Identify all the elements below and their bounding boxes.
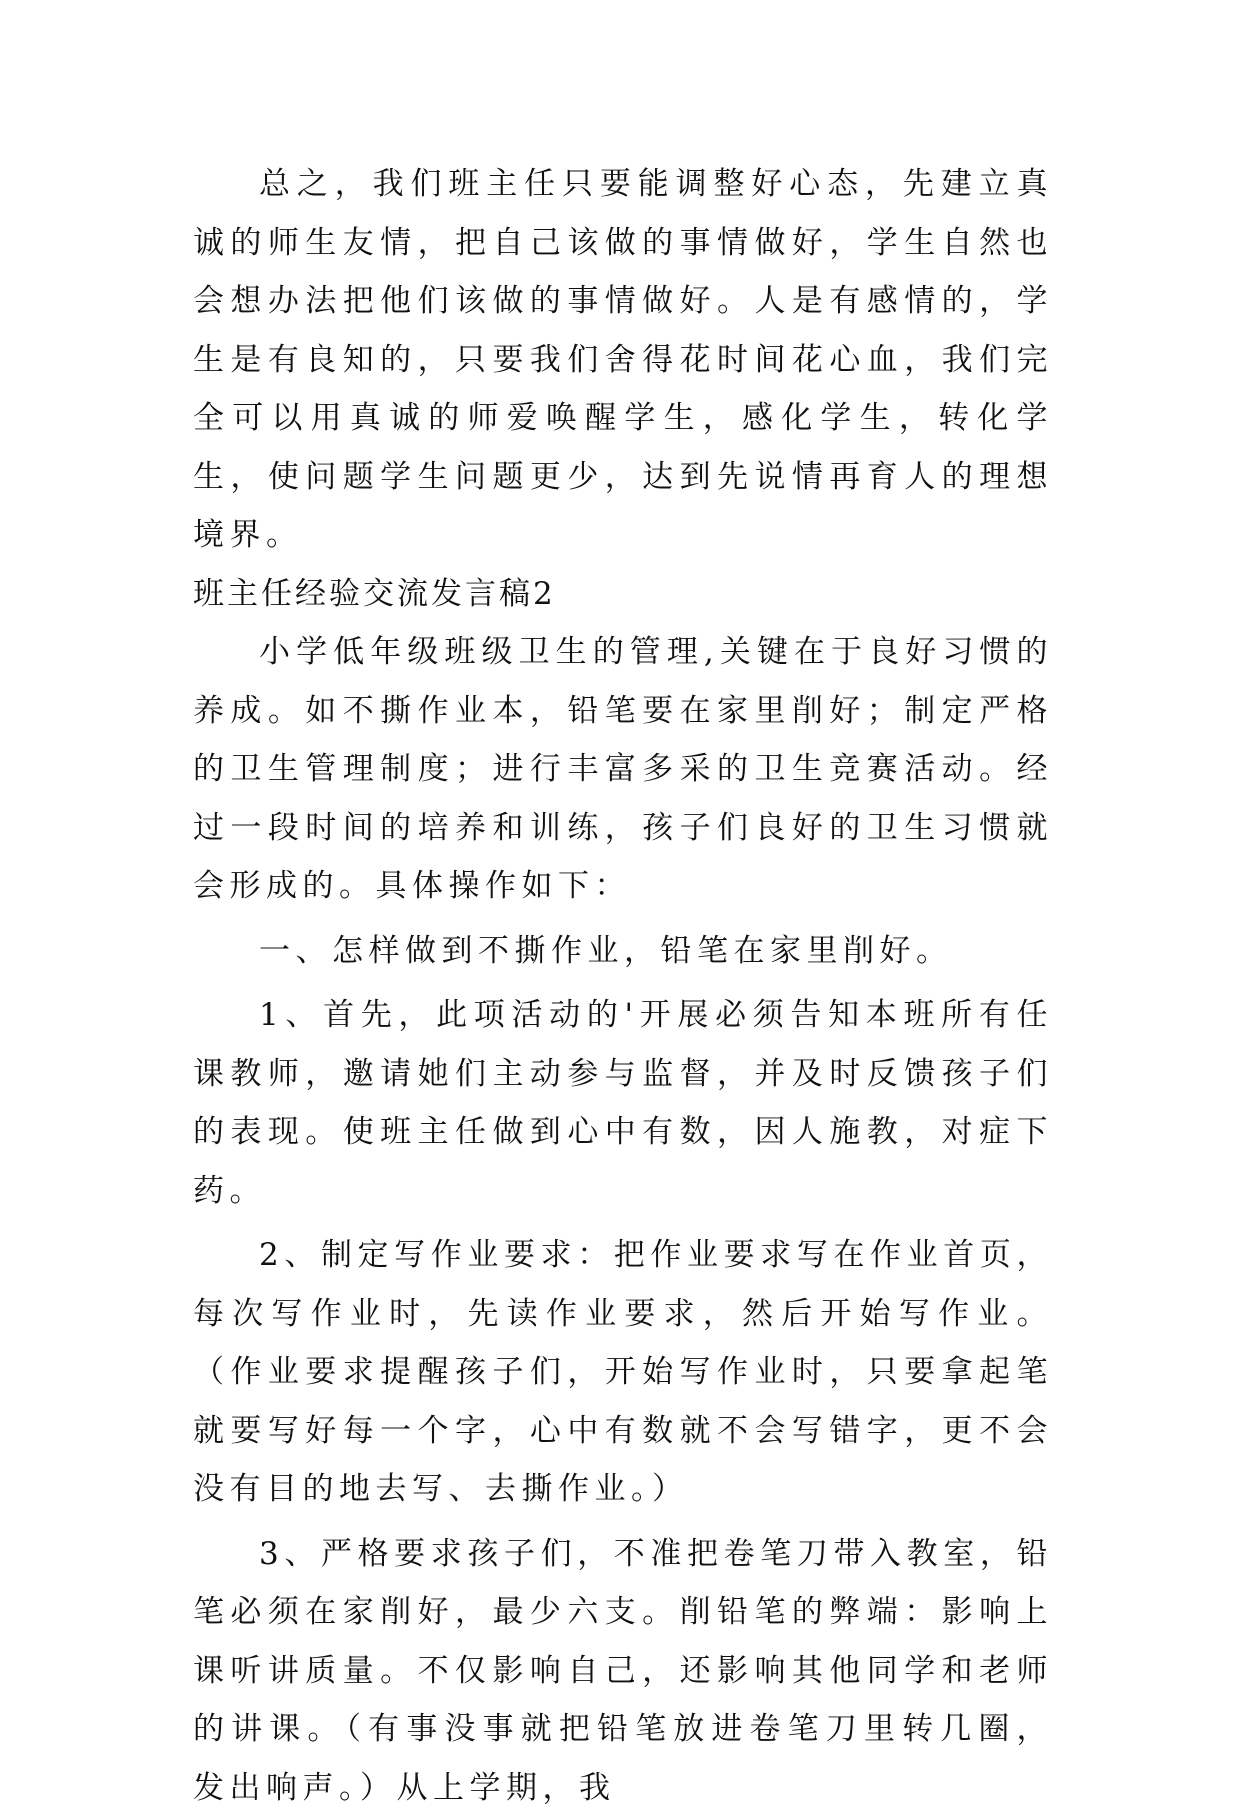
document-body <box>193 155 1053 1817</box>
paragraph-item-heading: 一、怎样做到不撕作业，铅笔在家里削好。 <box>193 922 1053 981</box>
paragraph-item-1: 1、首先，此项活动的'开展必须告知本班所有任课教师，邀请她们主动参与监督，并及时反馈孩子们的表现。使班主任做到心中有数，因人施教，对症下药。 <box>193 986 1053 1220</box>
section-heading: 班主任经验交流发言稿2 <box>193 565 1053 624</box>
paragraph-intro: 小学低年级班级卫生的管理,关键在于良好习惯的养成。如不撕作业本，铅笔要在家里削好；制定严格的卫生管理制度；进行丰富多采的卫生竞赛活动。经过一段时间的培养和训练，孩子们良好的卫生习惯就会形成的。具体操作如下： <box>193 623 1053 916</box>
paragraph-item-3: 3、严格要求孩子们，不准把卷笔刀带入教室，铅笔必须在家削好，最少六支。削铅笔的弊端：影响上课听讲质量。不仅影响自己，还影响其他同学和老师的讲课。（有事没事就把铅笔放进卷笔刀里转几圈，发出响声。）从上学期，我 <box>193 1525 1053 1817</box>
paragraph-item-2: 2、制定写作业要求：把作业要求写在作业首页，每次写作业时，先读作业要求，然后开始写作业。（作业要求提醒孩子们，开始写作业时，只要拿起笔就要写好每一个字，心中有数就不会写错字，更不会没有目的地去写、去撕作业。） <box>193 1226 1053 1519</box>
paragraph-conclusion: 总之，我们班主任只要能调整好心态，先建立真诚的师生友情，把自己该做的事情做好，学生自然也会想办法把他们该做的事情做好。人是有感情的，学生是有良知的，只要我们舍得花时间花心血，我们完全可以用真诚的师爱唤醒学生，感化学生，转化学生，使问题学生问题更少，达到先说情再育人的理想境界。 <box>193 155 1053 565</box>
